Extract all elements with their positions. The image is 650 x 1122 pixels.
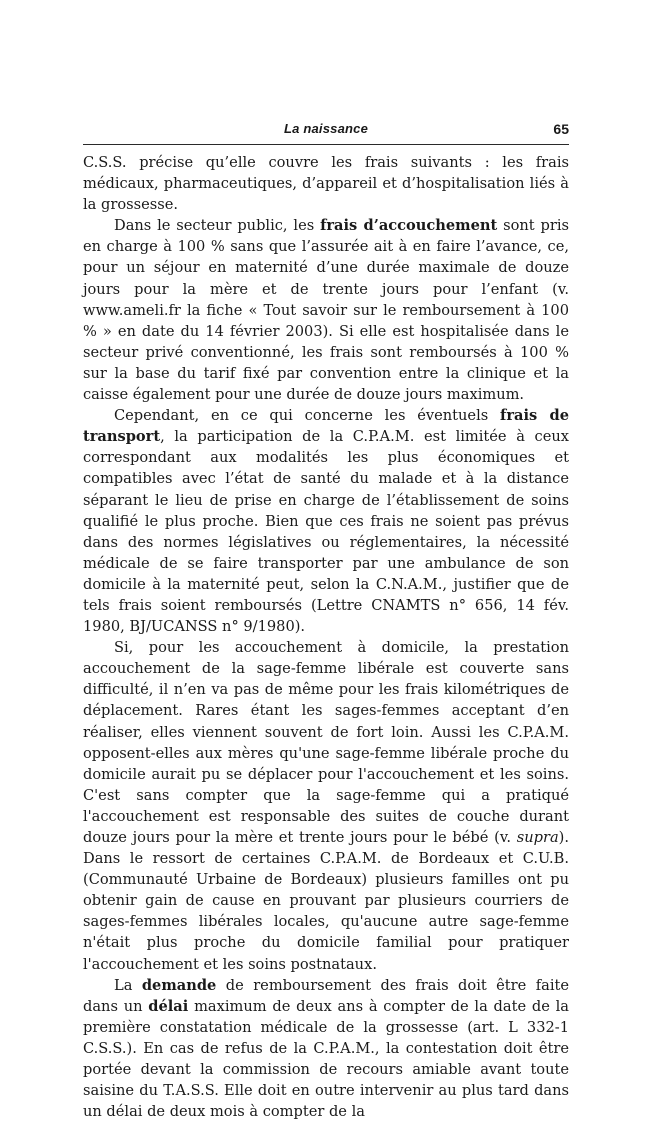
paragraph-text: sont pris en charge à 100 % sans que l’assurée ait à en faire l’avance, ce, pour un séjour en maternité d’une durée maximale de douze jours pour la mère et de trente jours pour l’enfant (v. www.ameli.fr la fiche « Tout savoir sur le remboursement à 100 % » en date du 14 février 2003). Si elle est hospitalisée dans le secteur privé conventionné, les frais sont remboursés à 100 % sur la base du tarif fixé par convention entre la clinique et la caisse également pour une durée de douze jours maximum. [83,217,569,404]
italic-term: supra [516,829,559,846]
running-header [83,121,569,141]
bold-term: délai [148,997,189,1015]
page-number: 65 [553,121,569,137]
paragraph-2 [83,215,569,405]
paragraph-text: Dans le secteur public, les [114,217,321,235]
paragraph-text: C.S.S. précise qu’elle couvre les frais suivants : les frais médicaux, pharmaceutiques, d’appareil et d’hospitalisation liés à la grossesse. [83,154,569,214]
paragraph-text: Si, pour les accouchement à domicile, la prestation accouchement de la sage-femme libérale est couverte sans difficulté, il n’en va pas de même pour les frais kilométriques de déplacement. Rares étant les sages-femmes acceptant d’en réaliser, elles viennent souvent de fort loin. Aussi les C.P.A.M. opposent-elles aux mères qu'une sage-femme libérale proche du domicile aurait pu se déplacer pour l'accouchement et les soins. C'est sans compter que la sage-femme qui a pratiqué l'accouchement est responsable des suites de couche durant douze jours pour la mère et trente jours pour le bébé (v. [83,639,569,846]
header-rule [83,144,569,145]
paragraph-5 [83,975,569,1122]
paragraph-text: Cependant, en ce qui concerne les éventuels [114,407,501,425]
paragraph-text: ). Dans le ressort de certaines C.P.A.M. de Bordeaux et C.U.B. (Communauté Urbaine de Bordeaux) plusieurs familles ont pu obtenir gain de cause en prouvant par plusieurs courriers de sages-femmes libérales locales, qu'aucune autre sage-femme n'était plus proche du domicile familial pour pratiquer l'accouchement et les soins postnataux. [83,829,569,973]
bold-term: demande [141,976,217,994]
running-title: La naissance [283,121,369,136]
paragraph-4 [83,637,569,975]
paragraph-text: de remboursement des frais doit être faite dans un [83,976,569,1015]
paragraph-1 [83,152,569,215]
bold-term: frais de transport [83,407,569,446]
bold-term: frais d’accouchement [320,217,498,235]
paragraph-text: La [114,976,142,994]
paragraph-3 [83,405,569,637]
paragraph-text: maximum de deux ans à compter de la date de la première constatation médicale de la grossesse (art. L 332-1 C.S.S.). En cas de refus de la C.P.A.M., la contestation doit être portée devant la commission de recours amiable avant toute saisine du T.A.S.S. Elle doit en outre intervenir au plus tard dans un délai de deux mois à compter de la [83,997,569,1121]
body-text [83,152,569,1122]
paragraph-text: , la participation de la C.P.A.M. est limitée à ceux correspondant aux modalités les plus économiques et compatibles avec l’état de santé du malade et à la distance séparant le lieu de prise en charge de l’établissement de soins qualifié le plus proche. Bien que ces frais ne soient pas prévus dans des normes législatives ou réglementaires, la nécessité médicale de se faire transporter par une ambulance de son domicile à la maternité peut, selon la C.N.A.M., justifier que de tels frais soient remboursés (Lettre CNAMTS n° 656, 14 fév. 1980, BJ/UCANSS n° 9/1980). [83,428,569,636]
